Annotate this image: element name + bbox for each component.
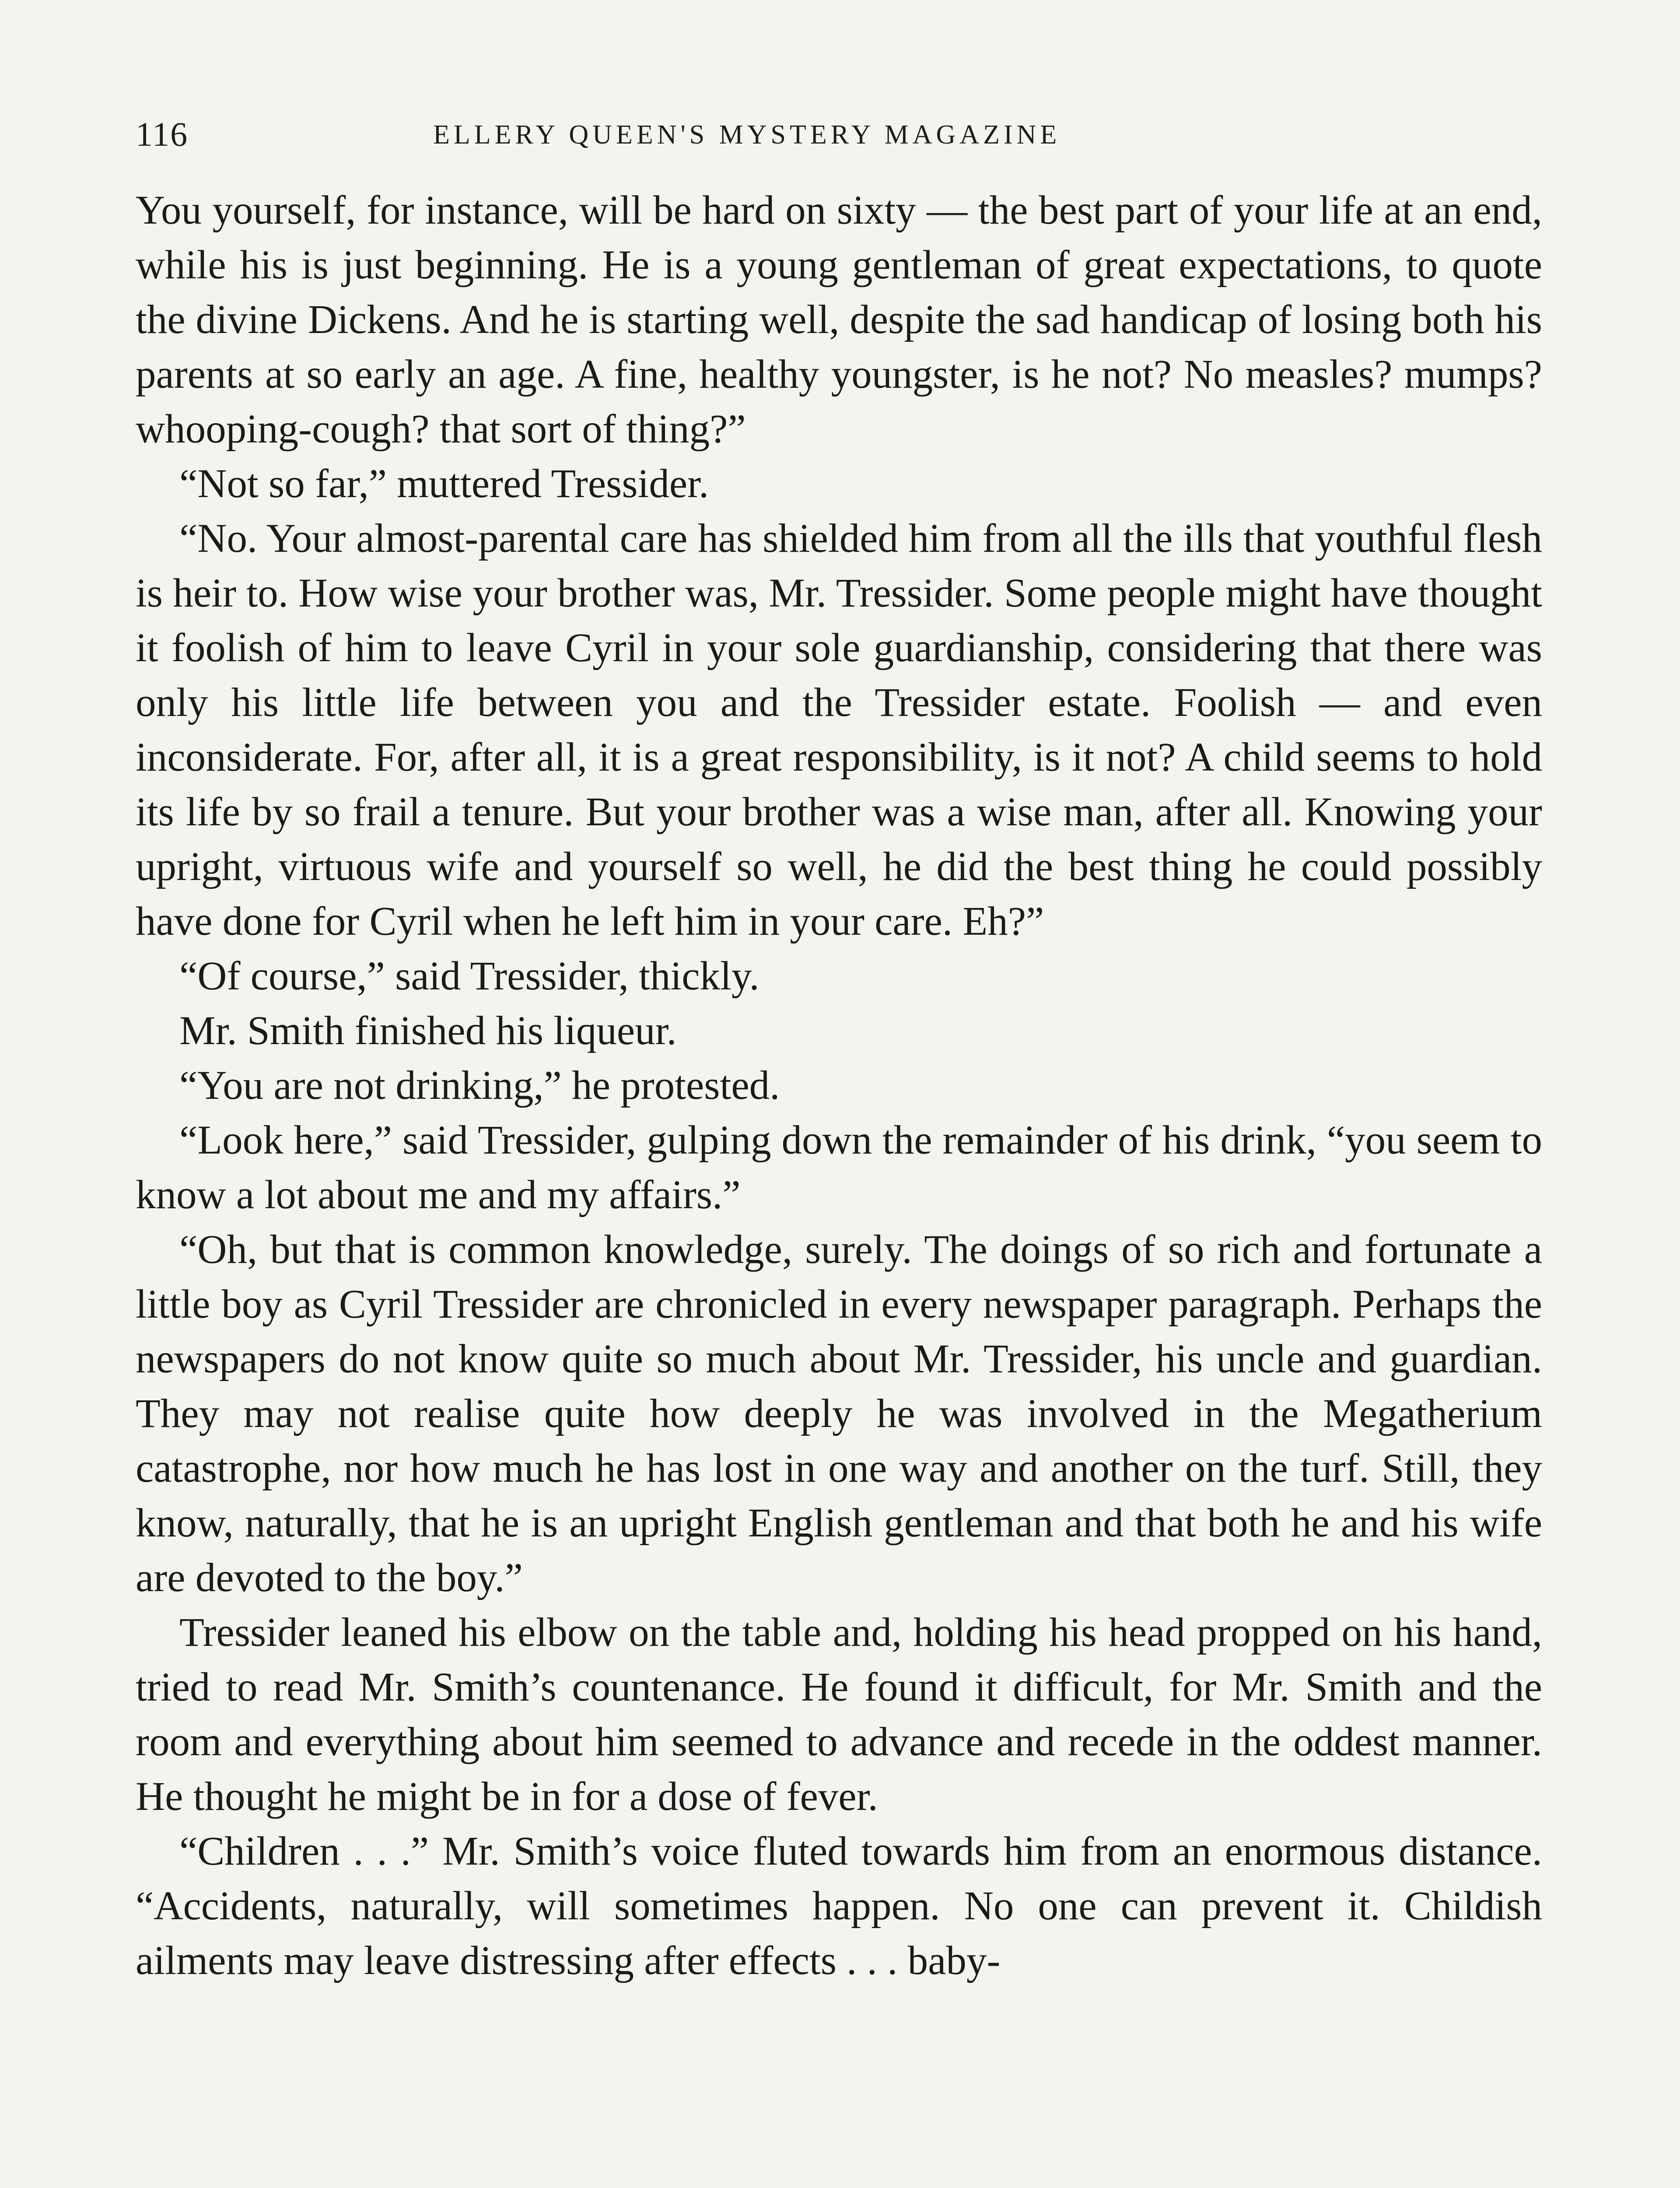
paragraph: “Children . . .” Mr. Smith’s voice fluted towards him from an enormous distance. “Accidents, naturally, will sometimes happen. No one can prevent it. Childish ailments may leave distressing after effects . . . baby- <box>136 1829 1542 1983</box>
paragraph: Mr. Smith finished his liqueur. <box>179 1008 677 1053</box>
paragraph: Tressider leaned his elbow on the table and, holding his head propped on his hand, tried to read Mr. Smith’s countenance. He found it difficult, for Mr. Smith and the room and everything about him seemed to advance and recede in the oddest manner. He thought he might be in for a dose of fever. <box>136 1610 1542 1819</box>
paragraph: “Of course,” said Tressider, thickly. <box>179 954 760 999</box>
paragraph: “Look here,” said Tressider, gulping down the remainder of his drink, “you seem to know a lot about me and my affairs.” <box>136 1118 1542 1217</box>
magazine-title: ELLERY QUEEN'S MYSTERY MAGAZINE <box>433 120 1061 150</box>
paragraph: “Oh, but that is common knowledge, surely. The doings of so rich and fortunate a little boy as Cyril Tressider are chronicled in every newspaper paragraph. Perhaps the newspapers do not know quite so much about Mr. Tressider, his uncle and guardian. They may not realise quite how deeply he was involved in the Megatherium catastrophe, nor how much he has lost in one way and another on the turf. Still, they know, naturally, that he is an upright English gentleman and that both he and his wife are devoted to the boy.” <box>136 1227 1542 1600</box>
page-number: 116 <box>136 115 189 153</box>
running-head <box>136 115 1549 154</box>
paragraph: You yourself, for instance, will be hard on sixty — the best part of your life at an end, while his is just beginning. He is a young gentleman of great expectations, to quote the divine Dickens. And he is starting well, despite the sad handicap of losing both his parents at so early an age. A fine, healthy youngster, is he not? No measles? mumps? whooping-cough? that sort of thing?” <box>136 188 1542 452</box>
paragraph: “No. Your almost-parental care has shielded him from all the ills that youthful flesh is heir to. How wise your brother was, Mr. Tressider. Some people might have thought it foolish of him to leave Cyril in your sole guardianship, considering that there was only his little life between you and the Tressider estate. Foolish — and even inconsiderate. For, after all, it is a great responsibility, is it not? A child seems to hold its life by so frail a tenure. But your brother was a wise man, after all. Knowing your upright, virtuous wife and yourself so well, he did the best thing he could possibly have done for Cyril when he left him in your care. Eh?” <box>136 516 1542 944</box>
story-text <box>136 183 1542 1988</box>
paragraph: “You are not drinking,” he protested. <box>179 1063 780 1108</box>
paragraph: “Not so far,” muttered Tressider. <box>179 461 709 506</box>
